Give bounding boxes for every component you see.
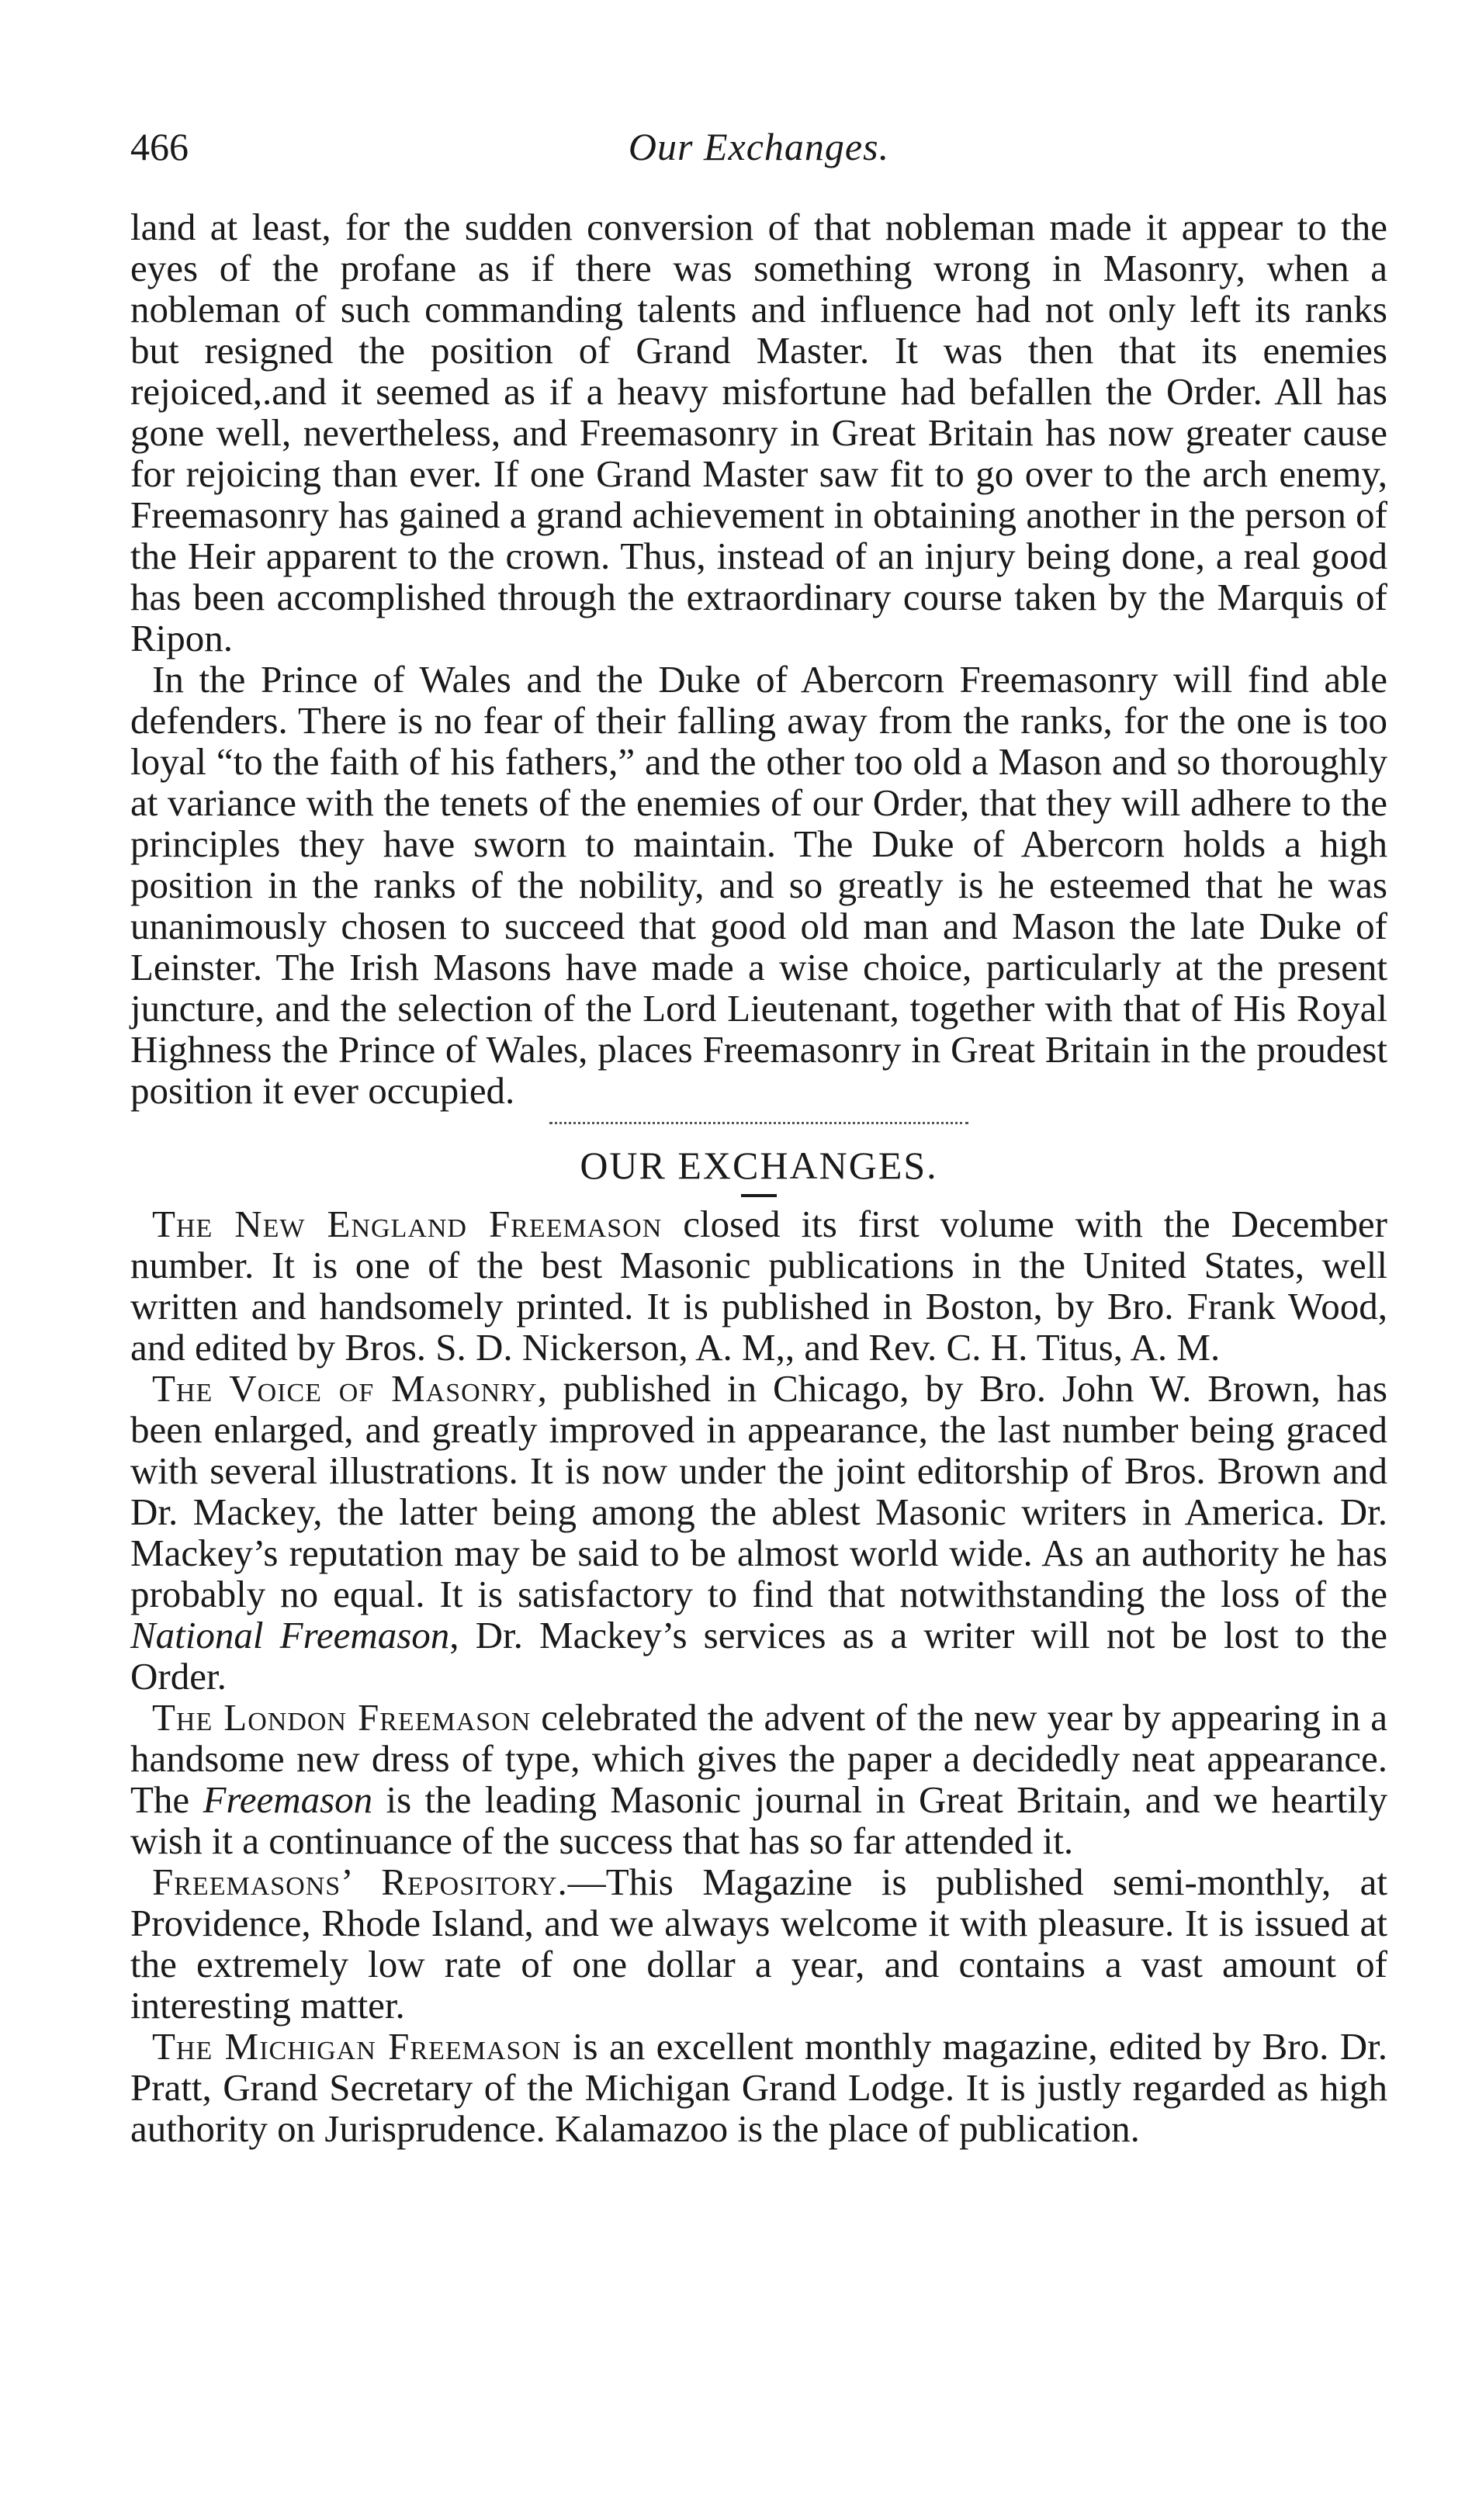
exchange-michigan-freemason bbox=[130, 2026, 1387, 2149]
exchange-voice-of-masonry bbox=[130, 1368, 1387, 1697]
exchange-text: , published in Chicago, by Bro. John W. Brown, has been enlarged, and greatly improved in appearance, the last number being graced with several illustrations. It is now under the joint editorship of Bros. Brown and Dr. Mackey, the latter being among the ablest Masonic writers in America. Dr. Mackey’s reputation may be said to be almost world wide. As an authority he has probably no equal. It is satisfactory to find that notwithstanding the loss of the bbox=[130, 1367, 1387, 1615]
running-title: Our Exchanges. bbox=[628, 125, 890, 168]
exchange-text: is the leading Masonic journal in Great Britain, and we heartily wish it a continuance of the success that has so far attended it. bbox=[130, 1778, 1388, 1862]
publication-name: Freemasons’ Repository. bbox=[152, 1861, 568, 1903]
section-heading: OUR EXCHANGES. bbox=[580, 1144, 938, 1187]
italic-title: National Freemason bbox=[130, 1614, 450, 1656]
exchange-london-freemason bbox=[130, 1697, 1387, 1861]
dotted-divider bbox=[549, 1122, 968, 1124]
exchange-text: closed its first volume with the December number. It is one of the best Masonic publications in the United States, well written and handsomely printed. It is published in Boston, by Bro. Frank Wood, and edited by Bros. S. D. Nickerson, A. M,, and Rev. C. H. Titus, A. M. bbox=[130, 1203, 1387, 1369]
page-header bbox=[130, 124, 1387, 178]
exchange-new-england-freemason bbox=[130, 1203, 1387, 1368]
exchange-freemasons-repository bbox=[130, 1861, 1387, 2026]
publication-name: The London Freemason bbox=[152, 1696, 532, 1739]
page-body bbox=[130, 206, 1387, 2149]
exchange-text: celebrated the advent of the new year by appearing in a handsome new dress of type, which gives the paper a decidedly neat appearance. The bbox=[130, 1696, 1387, 1821]
heading-dash bbox=[741, 1194, 777, 1197]
italic-title: Freemason bbox=[203, 1778, 373, 1821]
publication-name: The New England Freemason bbox=[152, 1203, 663, 1245]
publication-name: The Michigan Freemason bbox=[152, 2025, 562, 2068]
paragraph-prince-of-wales: In the Prince of Wales and the Duke of Abercorn Freemasonry will find able defenders. There is no fear of their falling away from the ranks, for the one is too loyal “to the faith of his fathers,” and the other too old a Mason and so thoroughly at variance with the tenets of the enemies of our Order, that they will adhere to the principles they have sworn to maintain. The Duke of Abercorn holds a high position in the ranks of the nobility, and so greatly is he esteemed that he was unanimously chosen to succeed that good old man and Mason the late Duke of Leinster. The Irish Masons have made a wise choice, particularly at the present juncture, and the selection of the Lord Lieutenant, together with that of His Royal Highness the Prince of Wales, places Freemasonry in Great Britain in the proudest position it ever occupied. bbox=[130, 658, 1387, 1112]
exchange-text: , Dr. Mackey’s services as a writer will not be lost to the Order. bbox=[130, 1614, 1387, 1698]
exchange-text: is an excellent monthly magazine, edited by Bro. Dr. Pratt, Grand Secretary of the Michigan Grand Lodge. It is justly regarded as high authority on Jurisprudence. Kalamazoo is the place of publication. bbox=[130, 2025, 1387, 2150]
page-number: 466 bbox=[130, 125, 189, 168]
publication-name: The Voice of Masonry bbox=[152, 1367, 538, 1410]
paragraph-continued: land at least, for the sudden conversion of that nobleman made it appear to the eyes of the profane as if there was something wrong in Masonry, when a nobleman of such commanding talents and influence had not only left its ranks but resigned the position of Grand Master. It was then that its enemies rejoiced,.and it seemed as if a heavy misfortune had befallen the Order. All has gone well, nevertheless, and Freemasonry in Great Britain has now greater cause for rejoicing than ever. If one Grand Master saw fit to go over to the arch enemy, Freemasonry has gained a grand achievement in obtaining another in the person of the Heir apparent to the crown. Thus, instead of an injury being done, a real good has been accomplished through the extraordinary course taken by the Marquis of Ripon. bbox=[130, 206, 1387, 659]
exchange-text: —This Magazine is published semi-monthly, at Providence, Rhode Island, and we always welcome it with pleasure. It is issued at the extremely low rate of one dollar a year, and contains a vast amount of interesting matter. bbox=[130, 1861, 1387, 2027]
